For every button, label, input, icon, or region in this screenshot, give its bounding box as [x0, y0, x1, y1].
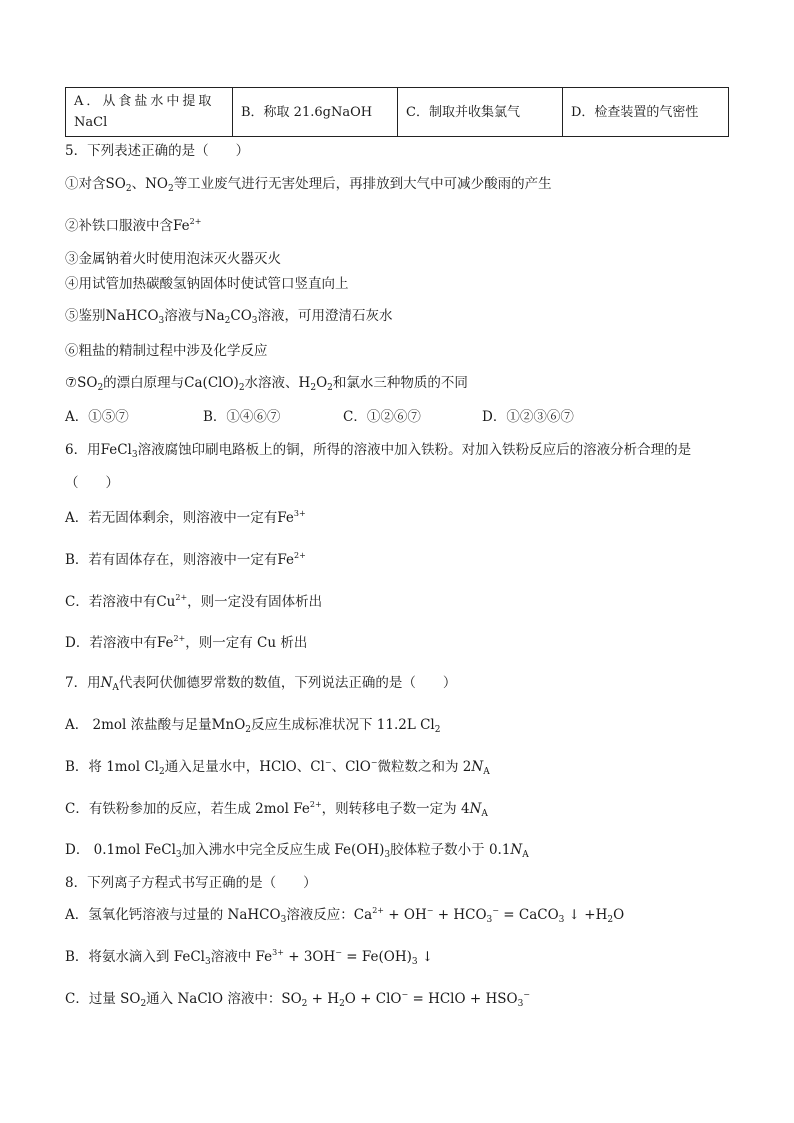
- subscript: 2: [301, 999, 308, 1009]
- subscript: 2: [310, 383, 317, 393]
- subscript: 2: [97, 383, 104, 393]
- q5-statement-3: ③金属钠着火时使用泡沫灭火器灭火: [65, 251, 281, 267]
- superscript: −: [492, 906, 499, 915]
- q5-choice-b: B．①④⑥⑦: [203, 409, 281, 425]
- subscript: 3: [558, 915, 565, 925]
- subscript: 2: [607, 915, 614, 925]
- text: + HCO: [433, 907, 487, 923]
- q7-stem: [65, 674, 456, 692]
- text: ↓ +H: [564, 907, 608, 923]
- subscript: 2: [167, 184, 174, 194]
- q6-option-a: [65, 509, 306, 527]
- subscript: 3: [280, 915, 287, 925]
- subscript: 3: [411, 957, 418, 967]
- option-cell-a: [66, 88, 233, 137]
- text: 通入 NaClO 溶液中：SO: [146, 991, 302, 1007]
- subscript: 3: [175, 850, 182, 860]
- q7-option-c: [65, 800, 488, 818]
- text: D．若溶液中有: [65, 635, 157, 651]
- q6-option-d: [65, 634, 307, 652]
- text: 胶体粒子数小于 0.1: [390, 842, 511, 858]
- superscript: −: [523, 990, 530, 999]
- q5-statement-2: [65, 217, 201, 235]
- text: N: [510, 842, 523, 858]
- subscript: 2: [339, 999, 345, 1009]
- q6-option-c: [65, 593, 322, 611]
- superscript: −: [335, 948, 342, 957]
- superscript: 2+: [294, 551, 306, 560]
- text: ⑤鉴别: [65, 308, 106, 324]
- text: SO: [105, 176, 126, 192]
- text: Ca(ClO): [184, 375, 239, 391]
- subscript: 3: [486, 915, 493, 925]
- text: C．过量 SO: [65, 991, 141, 1007]
- text: A．若无固体剩余，则溶液中一定有: [65, 510, 278, 526]
- text: NO: [145, 176, 168, 192]
- text: ⑦: [65, 375, 78, 391]
- subscript: 2: [159, 767, 165, 777]
- superscript: −: [324, 758, 332, 767]
- option-cell-c: C．制取并收集氯气: [398, 88, 563, 137]
- subscript: 3: [131, 450, 138, 460]
- subscript: A: [483, 767, 490, 777]
- q6-option-b: [65, 551, 306, 569]
- text: 溶液腐蚀印刷电路板上的铜，所得的溶液中加入铁粉。对加入铁粉反应后的溶液分析合理的是: [137, 442, 692, 458]
- q8-option-b: [65, 948, 433, 966]
- table-row: [66, 88, 729, 137]
- text: N: [471, 759, 484, 775]
- text: Na: [204, 308, 225, 324]
- text: ②补铁口服液中含: [65, 218, 173, 234]
- text: FeCl: [100, 442, 132, 458]
- text: 的漂白原理与: [103, 375, 185, 391]
- text: B．若有固体存在，则溶液中一定有: [65, 552, 278, 568]
- q5-choice-a: A．①⑤⑦: [65, 409, 129, 425]
- text: NaHCO: [105, 308, 159, 324]
- text: CO: [230, 308, 252, 324]
- subscript: 2: [125, 184, 132, 194]
- text: B．将氨水滴入到 FeCl: [65, 949, 205, 965]
- text: 溶液与: [164, 308, 205, 324]
- text: ，则一定没有固体析出: [187, 594, 323, 610]
- q7-option-b: [65, 758, 490, 776]
- option-a-line1: A．从食盐水中提取: [74, 94, 215, 109]
- option-cell-b: B．称取 21.6gNaOH: [233, 88, 398, 137]
- text: 、: [131, 176, 146, 192]
- text: C．有铁粉参加的反应，若生成 2mol Fe: [65, 801, 310, 817]
- superscript: −: [370, 758, 378, 767]
- q5-statement-7: [65, 374, 468, 392]
- text: ，则一定有 Cu 析出: [185, 635, 308, 651]
- q5-statement-4: ④用试管加热碳酸氢钠固体时使试管口竖直向上: [65, 276, 349, 292]
- text: 和氯水三种物质的不同: [332, 375, 468, 391]
- subscript: A: [481, 809, 488, 819]
- q6-stem-paren: （ ）: [65, 475, 119, 491]
- text: = CaCO: [498, 907, 559, 923]
- text: 加入沸水中完全反应生成 Fe(OH): [181, 842, 385, 858]
- option-cell-d: D．检查装置的气密性: [563, 88, 729, 137]
- q5-statement-5: [65, 307, 393, 325]
- q5-stem: 5．下列表述正确的是（ ）: [65, 143, 250, 159]
- superscript: 3+: [272, 948, 284, 957]
- text: C．若溶液中有: [65, 594, 157, 610]
- subscript: A: [112, 683, 119, 693]
- text: Cu: [156, 594, 176, 610]
- superscript: 2+: [175, 593, 188, 602]
- text: SO: [77, 375, 98, 391]
- subscript: 2: [140, 999, 147, 1009]
- subscript: A: [522, 850, 529, 860]
- q8-option-a: [65, 906, 624, 924]
- superscript: 3+: [293, 509, 306, 518]
- text: 、ClO: [331, 759, 371, 775]
- text: 代表阿伏伽德罗常数的数值，下列说法正确的是（ ）: [118, 675, 457, 691]
- superscript: 2+: [189, 217, 202, 226]
- options-table: [65, 87, 729, 137]
- text: 反应生成标准状况下 11.2L Cl: [251, 717, 435, 733]
- text: 通入足量水中，HClO、Cl: [164, 759, 325, 775]
- q5-statement-6: ⑥粗盐的精制过程中涉及化学反应: [65, 343, 268, 359]
- text: 溶液反应：Ca: [286, 907, 373, 923]
- superscript: 2+: [173, 634, 186, 643]
- text: 等工业废气进行无害处理后，再排放到大气中可减少酸雨的产生: [173, 176, 552, 192]
- q8-option-c: [65, 990, 530, 1008]
- superscript: −: [426, 906, 434, 915]
- option-a-line2: NaCl: [74, 115, 108, 130]
- text: O + ClO: [344, 991, 402, 1007]
- subscript: 3: [517, 999, 524, 1009]
- text: = Fe(OH): [341, 949, 412, 965]
- subscript: 2: [327, 383, 333, 393]
- text: Fe: [277, 510, 294, 526]
- text: B．将 1mol Cl: [65, 759, 159, 775]
- text: O: [613, 907, 625, 923]
- subscript: 3: [251, 316, 258, 326]
- q7-option-d: [65, 841, 529, 859]
- subscript: 3: [158, 316, 165, 326]
- subscript: 2: [245, 725, 251, 735]
- subscript: 2: [224, 316, 231, 326]
- q8-stem: 8．下列离子方程式书写正确的是（ ）: [65, 875, 317, 891]
- text: ↓: [417, 949, 434, 965]
- text: N: [100, 675, 113, 691]
- q5-choice-d: D．①②③⑥⑦: [482, 409, 574, 425]
- text: A． 2mol 浓盐酸与足量: [65, 717, 212, 733]
- subscript: 3: [384, 850, 391, 860]
- text: 微粒数之和为 2: [377, 759, 472, 775]
- text: + 3OH: [283, 949, 336, 965]
- text: N: [469, 801, 482, 817]
- q5-choice-c: C．①②⑥⑦: [343, 409, 421, 425]
- subscript: 2: [238, 383, 245, 393]
- text: 溶液，可用澄清石灰水: [257, 308, 393, 324]
- q5-statement-1: [65, 175, 552, 193]
- text: Fe: [277, 552, 295, 568]
- superscript: 2+: [372, 906, 384, 915]
- text: + H: [307, 991, 340, 1007]
- text: 7．用: [65, 675, 101, 691]
- superscript: −: [401, 990, 409, 999]
- text: 6．用: [65, 442, 101, 458]
- text: MnO: [211, 717, 246, 733]
- text: D． 0.1mol FeCl: [65, 842, 176, 858]
- q6-stem: [65, 441, 691, 459]
- subscript: 3: [204, 957, 211, 967]
- text: Fe: [173, 218, 190, 234]
- q7-option-a: [65, 716, 441, 734]
- text: 水溶液、: [244, 375, 299, 391]
- text: 溶液中 Fe: [210, 949, 273, 965]
- superscript: 2+: [309, 800, 322, 809]
- text: ，则转移电子数一定为 4: [321, 801, 470, 817]
- subscript: 2: [434, 725, 441, 735]
- text: O: [316, 375, 328, 391]
- text: A．氢氧化钙溶液与过量的 NaHCO: [65, 907, 281, 923]
- text: Fe: [156, 635, 174, 651]
- text: ①对含: [65, 176, 106, 192]
- text: = HClO + HSO: [408, 991, 518, 1007]
- text: H: [298, 375, 311, 391]
- text: + OH: [384, 907, 427, 923]
